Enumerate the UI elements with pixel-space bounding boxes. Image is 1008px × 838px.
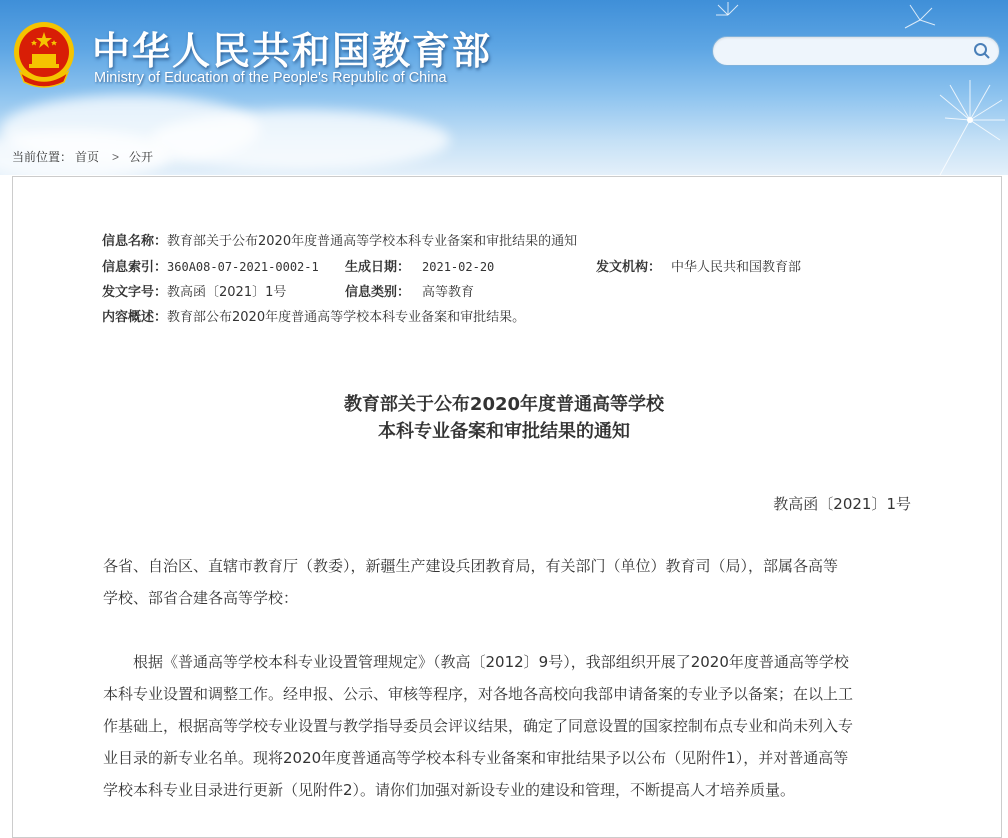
meta-summary-label: 内容概述： <box>102 310 168 325</box>
breadcrumb-prefix: 当前位置： <box>12 150 73 164</box>
search-icon[interactable] <box>973 42 991 60</box>
body-paragraph <box>103 646 911 806</box>
breadcrumb-public-link[interactable]: 公开 <box>129 150 154 164</box>
meta-row-index <box>102 256 319 275</box>
cloud-decoration <box>150 110 450 170</box>
meta-row-name <box>102 230 577 249</box>
breadcrumb-separator: > <box>112 150 120 164</box>
search-input[interactable] <box>725 41 969 63</box>
document-number: 教高函〔2021〕1号 <box>773 495 911 513</box>
meta-summary-value: 教育部公布2020年度普通高等学校本科专业备案和审批结果。 <box>167 310 526 325</box>
meta-name-label: 信息名称： <box>102 234 168 249</box>
meta-category-value: 高等教育 <box>422 285 475 300</box>
meta-row-summary <box>102 306 525 325</box>
body-line: 根据《普通高等学校本科专业设置管理规定》（教高〔2012〕9号），我部组织开展了2020年度普通高等学校 <box>133 653 849 671</box>
meta-date-label: 生成日期： <box>345 260 411 275</box>
meta-row-org <box>596 256 801 275</box>
meta-date-value: 2021-02-20 <box>422 260 495 274</box>
breadcrumb-home-link[interactable]: 首页 <box>75 150 100 164</box>
document-title-line2: 本科专业备案和审批结果的通知 <box>378 421 630 442</box>
meta-docno-value: 教高函〔2021〕1号 <box>167 285 287 300</box>
meta-category-label: 信息类别： <box>345 285 411 300</box>
national-emblem-icon <box>12 18 76 90</box>
site-subtitle: Ministry of Education of the People's Republic of China <box>94 70 447 86</box>
site-title: 中华人民共和国教育部 <box>92 29 493 73</box>
breadcrumb <box>12 148 156 165</box>
dandelion-decoration <box>880 0 1008 175</box>
body-line: 作基础上，根据高等学校专业设置与教学指导委员会评议结果，确定了同意设置的国家控制布点专业和尚未列入专 <box>103 717 854 735</box>
meta-row-docno <box>102 281 286 300</box>
meta-org-value: 中华人民共和国教育部 <box>671 260 802 275</box>
meta-row-category <box>345 281 474 300</box>
recipients-line: 各省、自治区、直辖市教育厅（教委），新疆生产建设兵团教育局，有关部门（单位）教育司（局），部属各高等 <box>103 557 839 575</box>
dandelion-seed-decoration <box>708 0 748 30</box>
body-line: 业目录的新专业名单。现将2020年度普通高等学校本科专业备案和审批结果予以公布（见附件1），并对普通高等 <box>103 749 849 767</box>
meta-docno-label: 发文字号： <box>102 285 168 300</box>
meta-row-date <box>345 256 494 275</box>
recipients-line: 学校、部省合建各高等学校： <box>103 589 299 607</box>
body-line: 本科专业设置和调整工作。经申报、公示、审核等程序，对各地各高校向我部申请备案的专业予以备案；在以上工 <box>103 685 854 703</box>
meta-org-label: 发文机构： <box>596 260 662 275</box>
recipients-paragraph <box>103 550 911 614</box>
meta-index-value: 360A08-07-2021-0002-1 <box>167 260 319 274</box>
meta-index-label: 信息索引： <box>102 260 168 275</box>
document-title-line1: 教育部关于公布2020年度普通高等学校 <box>343 394 665 415</box>
search-box[interactable] <box>712 36 1000 66</box>
body-line: 学校本科专业目录进行更新（见附件2）。请你们加强对新设专业的建设和管理，不断提高人才培养质量。 <box>103 781 796 799</box>
meta-name-value: 教育部关于公布2020年度普通高等学校本科专业备案和审批结果的通知 <box>167 234 578 249</box>
